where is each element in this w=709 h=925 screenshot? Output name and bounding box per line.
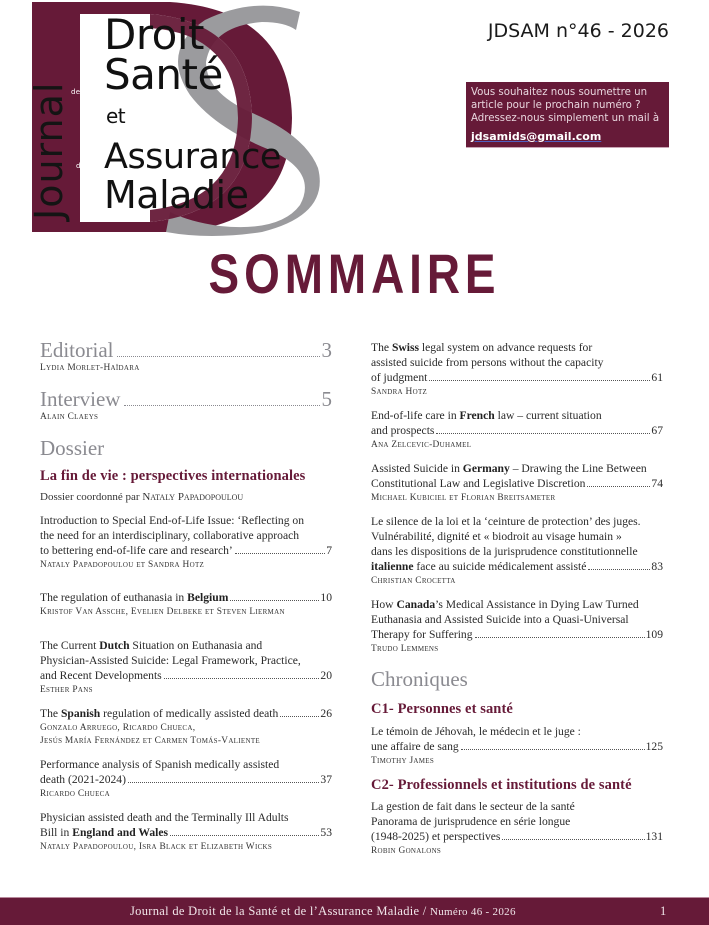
entry-title-line: Le silence de la loi et la ‘ceinture de protection’ des juges. — [371, 515, 641, 528]
issue-number: JDSAM n°46 - 2026 — [487, 20, 669, 42]
entry-title-line: assisted suicide from persons without the capacity — [371, 356, 604, 369]
dossier-title: Dossier — [40, 436, 105, 460]
dot-leader — [117, 356, 319, 357]
entry-page: 53 — [320, 825, 332, 839]
entry-country: Belgium — [187, 590, 229, 604]
entry-title-text: – Drawing the Line Between — [509, 462, 647, 475]
editorial-author: Lydia Morlet-Haïdara — [40, 363, 140, 373]
entry-title-line: Physician assisted death and the Terminally Ill Adults — [40, 810, 289, 824]
editorial-title: Editorial — [40, 338, 114, 362]
entry-author: Sandra Hotz — [371, 387, 428, 397]
entry-author: Michael Kubiciel et Florian Breitsameter — [371, 493, 556, 503]
entry-author: Ana Zelcevic-Duhamel — [371, 440, 472, 450]
entry-author: Esther Pans — [40, 684, 93, 695]
dot-leader — [164, 678, 320, 679]
dot-leader — [170, 835, 319, 836]
entry-country: Spanish — [60, 706, 101, 720]
dot-leader — [235, 553, 325, 554]
entry-author: Gonzalo Arruego, Ricardo Chueca, — [40, 722, 196, 733]
entry-author: Nataly Papadopoulou et Sandra Hotz — [40, 559, 205, 570]
entry-page: 83 — [651, 560, 663, 573]
entry-title-text: The — [371, 341, 392, 354]
entry-country: French — [459, 409, 495, 422]
entry-author: Ricardo Chueca — [40, 788, 110, 799]
entry-title-text: Situation on Euthanasia and — [129, 638, 263, 652]
entry-title-text: The Current — [40, 638, 100, 652]
entry-title-line — [371, 408, 663, 423]
dot-leader — [475, 637, 645, 638]
entry-title-line: (1948-2025) et perspectives — [371, 830, 501, 843]
entry-country: Swiss — [391, 341, 420, 354]
dot-leader — [587, 486, 650, 487]
submit-line-3: Adressez-nous simplement un mail à — [471, 113, 660, 124]
entry-page: 109 — [645, 628, 663, 641]
dossier-subtitle: La fin de vie : perspectives internationales — [40, 468, 306, 484]
entry-title-text: How — [371, 598, 397, 611]
entry-title-line: and Recent Developments — [40, 668, 162, 682]
entry-page: 131 — [645, 830, 663, 843]
entry-title-line: and prospects — [371, 424, 435, 437]
entry-title-text: law – current situation — [494, 409, 602, 422]
entry-title-line — [40, 590, 228, 605]
submit-article-box — [466, 82, 669, 148]
dot-leader — [461, 749, 645, 750]
entry-title-line: Physician-Assisted Suicide: Legal Framework, Practice, — [40, 653, 301, 667]
logo-sante: Santé — [104, 50, 223, 99]
entry-title-line — [40, 706, 278, 721]
dossier-coordinator — [40, 491, 332, 503]
toc-entry[interactable] — [371, 461, 663, 505]
dot-leader — [124, 405, 319, 406]
entry-page: 125 — [645, 739, 663, 753]
toc-entry[interactable] — [371, 724, 663, 768]
entry-country: Germany — [462, 462, 510, 475]
entry-title-line — [371, 597, 663, 612]
entry-title-text: End-of-life care in — [371, 409, 460, 422]
entry-title-text: regulation of medically assisted death — [100, 706, 279, 720]
entry-page: 74 — [651, 477, 663, 490]
entry-author: Jesús María Fernández et Carmen Tomás-Valiente — [40, 735, 260, 746]
entry-country: italienne — [371, 560, 414, 573]
coord-prefix: Dossier coordonné par — [40, 490, 140, 503]
entry-page: 7 — [326, 543, 332, 557]
logo-de-la: de la — [71, 88, 90, 96]
chronique-c2-title: C2- Professionnels et institutions de santé — [371, 776, 632, 793]
submit-email-link[interactable]: jdsamids@gmail.com — [471, 130, 602, 143]
entry-country: Dutch — [99, 638, 130, 652]
toc-entry[interactable] — [371, 597, 663, 656]
toc-entry[interactable] — [40, 706, 332, 748]
dot-leader — [436, 433, 650, 434]
toc-entry[interactable] — [40, 757, 332, 801]
toc-entry[interactable] — [40, 513, 332, 572]
dot-leader — [502, 839, 644, 840]
entry-title-text: face au suicide médicalement assisté — [413, 560, 587, 573]
toc-entry[interactable] — [371, 408, 663, 452]
interview-author: Alain Claeys — [40, 412, 99, 422]
toc-entry[interactable] — [40, 638, 332, 697]
entry-author: Timothy James — [371, 755, 435, 766]
toc-entry[interactable] — [40, 590, 332, 619]
entry-country: Canada — [396, 598, 436, 611]
logo-journal-text: Journal — [27, 81, 71, 220]
entry-title-line: Euthanasia and Assisted Suicide into a Quasi-Universal — [371, 613, 629, 626]
interview-page: 5 — [321, 387, 332, 411]
entry-title-line: Le témoin de Jéhovah, le médecin et le juge : — [371, 724, 581, 738]
entry-author: Trudo Lemmens — [371, 644, 439, 654]
entry-title-line: Performance analysis of Spanish medically assisted — [40, 757, 280, 771]
footer-title-text: Journal de Droit de la Santé et de l’Assurance Maladie / — [130, 904, 430, 918]
entry-title-line — [371, 340, 663, 355]
entry-page: 37 — [320, 772, 332, 786]
entry-title-text: The regulation of euthanasia in — [40, 590, 188, 604]
entry-title-line: to bettering end-of-life care and research’ — [40, 543, 233, 557]
entry-title-line: death (2021-2024) — [40, 772, 126, 786]
toc-right-column — [371, 340, 663, 858]
entry-title-line — [40, 638, 332, 653]
logo-maladie: Maladie — [104, 173, 249, 217]
coord-name: Nataly Papadopoulou — [142, 490, 244, 503]
toc-editorial[interactable] — [40, 340, 332, 375]
entry-author: Robin Gonalons — [371, 846, 442, 856]
logo-droit: Droit — [104, 10, 205, 59]
entry-title-line: dans les dispositions de la jurisprudence constitutionnelle — [371, 545, 638, 558]
footer-issue: Numéro 46 - 2026 — [430, 906, 516, 918]
entry-title-text: ’s Medical Assistance in Dying Law Turned — [435, 598, 639, 611]
entry-author: Nataly Papadopoulou, Isra Black et Elizabeth Wicks — [40, 841, 273, 852]
entry-title-text: legal system on advance requests for — [419, 341, 593, 354]
entry-title-line: Vulnérabilité, dignité et « biodroit au visage humain » — [371, 530, 622, 543]
footer-journal-title — [130, 904, 516, 919]
entry-page: 20 — [320, 668, 332, 682]
entry-title-line: Constitutional Law and Legislative Discretion — [371, 477, 586, 490]
entry-title-line — [40, 825, 168, 840]
toc-interview[interactable] — [40, 389, 332, 424]
entry-page: 61 — [651, 371, 663, 384]
logo-et: et — [106, 104, 126, 128]
editorial-page: 3 — [321, 338, 332, 362]
entry-page: 26 — [320, 706, 332, 720]
interview-title: Interview — [40, 387, 121, 411]
chronique-c1-title: C1- Personnes et santé — [371, 701, 513, 717]
entry-title-line: the need for an interdisciplinary, collaborative approach — [40, 528, 300, 542]
toc-entry[interactable] — [371, 799, 663, 858]
entry-title-line: Introduction to Special End-of-Life Issue: ‘Reflecting on — [40, 513, 305, 527]
entry-title-line: Therapy for Suffering — [371, 628, 473, 641]
entry-title-line: of judgment — [371, 371, 428, 384]
chroniques-title: Chroniques — [371, 667, 468, 691]
entry-title-text: Assisted Suicide in — [371, 462, 463, 475]
toc-entry[interactable] — [40, 810, 332, 854]
page-title: SOMMAIRE — [208, 242, 501, 305]
entry-title-line — [371, 559, 586, 574]
toc-left-column — [40, 340, 332, 854]
dot-leader — [128, 782, 319, 783]
dot-leader — [429, 380, 650, 381]
entry-country: England and Wales — [72, 825, 169, 839]
entry-title-line: une affaire de sang — [371, 739, 459, 753]
entry-page: 67 — [651, 424, 663, 437]
entry-title-text: The — [40, 706, 61, 720]
entry-title-text: Bill in — [40, 825, 73, 839]
logo-de: de — [83, 50, 93, 58]
submit-line-1: Vous souhaitez nous soumettre un — [471, 87, 648, 98]
logo-assurance: Assurance — [104, 137, 281, 177]
submit-line-2: article pour le prochain numéro ? — [471, 100, 641, 111]
entry-title-line — [371, 461, 663, 476]
entry-title-line: La gestion de fait dans le secteur de la santé — [371, 800, 575, 813]
page-footer — [0, 897, 709, 925]
dot-leader — [280, 716, 319, 717]
toc-entry[interactable] — [371, 340, 663, 399]
toc-entry[interactable] — [371, 514, 663, 588]
entry-title-line: Panorama de jurisprudence en série longue — [371, 815, 571, 828]
entry-page: 10 — [320, 590, 332, 604]
dot-leader — [230, 600, 319, 601]
dot-leader — [588, 569, 650, 570]
entry-author: Christian Crocetta — [371, 576, 456, 586]
entry-author: Kristof Van Assche, Evelien Delbeke et Steven Lierman — [40, 606, 285, 617]
logo-de-l: de l' — [76, 162, 93, 170]
journal-logo — [0, 0, 340, 240]
footer-page-number: 1 — [660, 904, 667, 918]
